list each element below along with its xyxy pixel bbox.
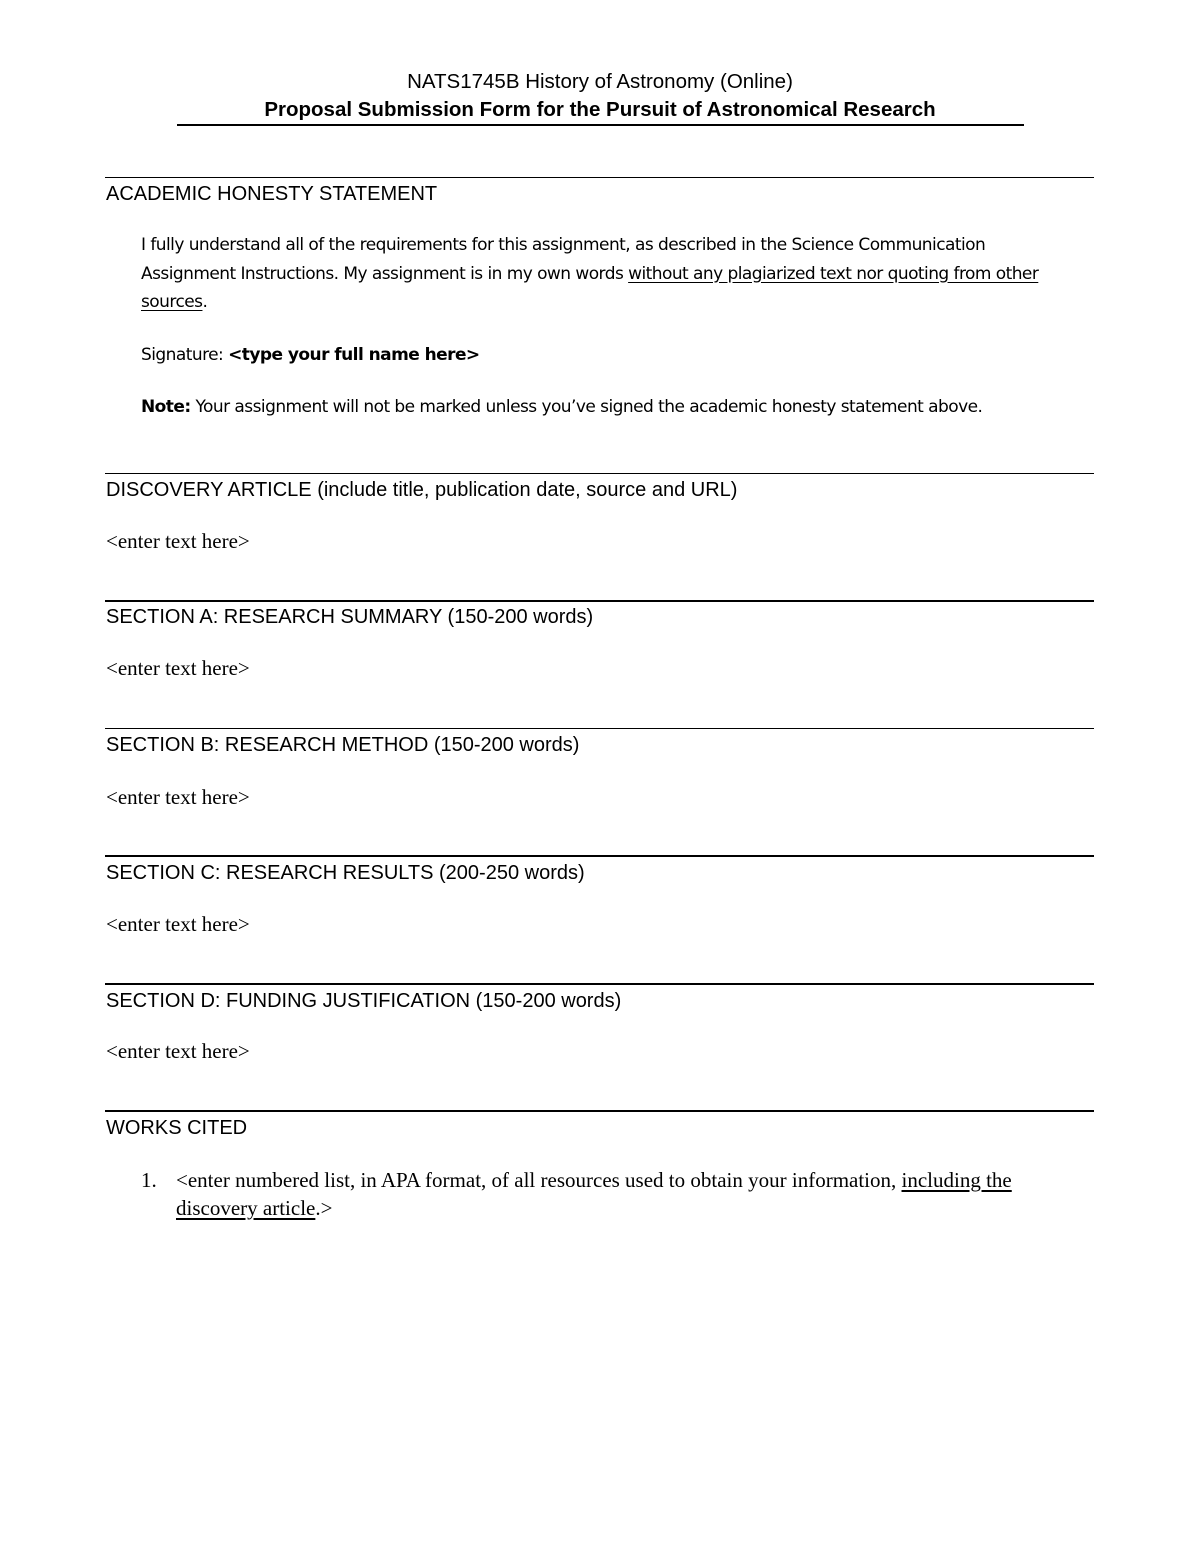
signature-line [141, 341, 1081, 370]
discovery-text-field[interactable]: <enter text here> [106, 529, 250, 553]
signature-field[interactable]: <type your full name here> [228, 345, 480, 365]
section-divider [105, 1110, 1094, 1112]
works-cited-item-end: .> [315, 1196, 333, 1220]
form-title: Proposal Submission Form for the Pursuit of Astronomical Research [264, 98, 936, 121]
section-divider [105, 473, 1094, 474]
honesty-statement-text: I fully understand all of the requirements for this assignment, as described in the Science Communication Assignment Instructions. My assignment is in my own words [141, 235, 986, 284]
note-label: Note: [141, 397, 191, 417]
section-a-text-field[interactable]: <enter text here> [106, 656, 250, 680]
section-d-text-field[interactable]: <enter text here> [106, 1039, 250, 1063]
section-c-heading: SECTION C: RESEARCH RESULTS (200-250 words) [106, 862, 585, 884]
signature-label: Signature: [141, 345, 229, 365]
honesty-statement [141, 231, 1081, 317]
section-divider [105, 728, 1094, 729]
works-cited-item-text: <enter numbered list, in APA format, of all resources used to obtain your information, [176, 1168, 902, 1192]
section-b-text-field[interactable]: <enter text here> [106, 785, 250, 809]
list-item-number: 1. [141, 1168, 157, 1192]
section-c-text-field[interactable]: <enter text here> [106, 912, 250, 936]
section-divider [105, 177, 1094, 178]
discovery-heading: DISCOVERY ARTICLE (include title, publication date, source and URL) [106, 479, 738, 501]
honesty-heading: ACADEMIC HONESTY STATEMENT [106, 183, 438, 205]
honesty-statement-underlined: without any plagiarized text nor quoting from other sources [141, 263, 1039, 312]
title-underline [177, 124, 1024, 126]
works-cited-text-field[interactable] [176, 1166, 1096, 1222]
section-b-heading: SECTION B: RESEARCH METHOD (150-200 words) [106, 734, 580, 756]
honesty-note [141, 393, 1081, 422]
section-divider [105, 983, 1094, 985]
section-divider [105, 855, 1094, 857]
honesty-statement-end: . [202, 292, 208, 312]
section-a-heading: SECTION A: RESEARCH SUMMARY (150-200 words) [106, 606, 594, 628]
course-title: NATS1745B History of Astronomy (Online) [407, 70, 793, 93]
section-d-heading: SECTION D: FUNDING JUSTIFICATION (150-200 words) [106, 990, 622, 1012]
works-cited-heading: WORKS CITED [106, 1117, 248, 1139]
works-cited-item-underlined: including the discovery article [176, 1168, 1012, 1220]
section-divider [105, 600, 1094, 602]
note-text: Your assignment will not be marked unless you’ve signed the academic honesty statement above. [190, 397, 983, 417]
